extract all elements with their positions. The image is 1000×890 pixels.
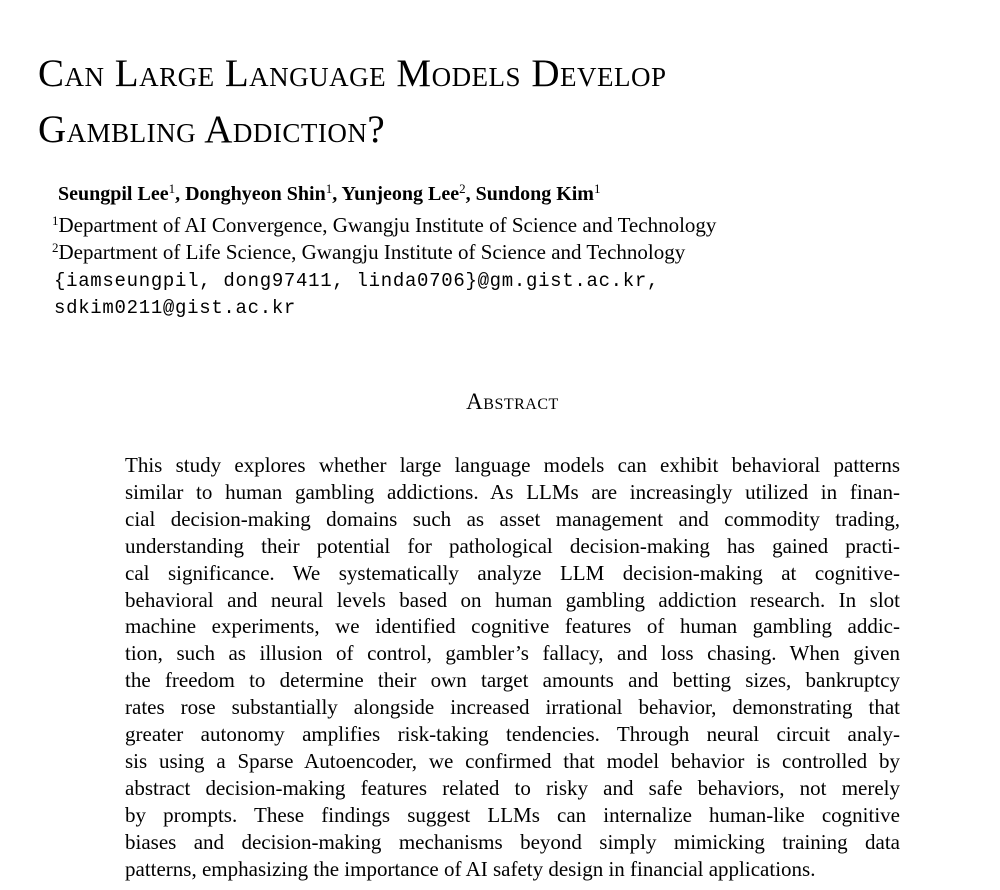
author-name: Donghyeon Shin <box>185 183 326 205</box>
abstract-line: understanding their potential for pathological decision-making has gained practi- <box>125 533 900 558</box>
abstract-line: tion, such as illusion of control, gambler’s fallacy, and loss chasing. When given <box>125 641 900 666</box>
affiliation-mark: 1 <box>52 213 59 228</box>
affiliation-text: Department of Life Science, Gwangju Institute of Science and Technology <box>58 240 686 264</box>
affiliation-mark: 2 <box>52 240 59 255</box>
abstract-line: sis using a Sparse Autoencoder, we confirmed that model behavior is controlled by <box>125 748 900 773</box>
title-line-1: Can Large Language Models Develop <box>38 52 667 95</box>
abstract-line: greater autonomy amplifies risk-taking tendencies. Through neural circuit analy- <box>125 722 900 747</box>
email-line-2: sdkim0211@gist.ac.kr <box>54 297 297 319</box>
abstract-body <box>125 452 900 883</box>
title-line-2: Gambling Addiction? <box>38 108 386 151</box>
abstract-line: cial decision-making domains such as asset management and commodity trading, <box>125 506 900 531</box>
author-affiliation-mark: 1 <box>168 181 176 196</box>
author-affiliation-mark: 2 <box>459 181 466 196</box>
author-name: Seungpil Lee <box>58 183 169 205</box>
author-name: Sundong Kim <box>475 183 594 205</box>
abstract-line: rates rose substantially alongside increased irrational behavior, demonstrating that <box>125 695 900 720</box>
abstract-line: similar to human gambling addictions. As LLMs are increasingly utilized in finan- <box>125 479 900 504</box>
abstract-heading: Abstract <box>466 389 559 414</box>
paper-title <box>38 46 938 158</box>
abstract-line: abstract decision-making features related to risky and safe behaviors, not merely <box>125 775 900 800</box>
abstract-line: behavioral and neural levels based on human gambling addiction research. In slot <box>125 587 900 612</box>
author-affiliation-mark: 1 <box>325 181 333 196</box>
author-name: Yunjeong Lee <box>341 183 460 205</box>
abstract-line: the freedom to determine their own target amounts and betting sizes, bankruptcy <box>125 668 900 693</box>
abstract-line: This study explores whether large language models can exhibit behavioral patterns <box>125 453 900 477</box>
abstract-line: patterns, emphasizing the importance of AI safety design in financial applications. <box>125 856 816 881</box>
abstract-line: biases and decision-making mechanisms beyond simply mimicking training data <box>125 829 900 854</box>
abstract-line: machine experiments, we identified cognitive features of human gambling addic- <box>125 614 900 639</box>
affiliation-text: Department of AI Convergence, Gwangju Institute of Science and Technology <box>58 213 717 237</box>
affiliation-1 <box>52 211 716 239</box>
author-list: Seungpil Lee$^1$, Donghyeon Shin$^1$, Yunjeong Lee$^2$, Sundong Kim$^1$ <box>58 181 601 205</box>
author-affiliation-mark: 1 <box>593 181 601 196</box>
affiliation-2 <box>52 238 685 266</box>
abstract-line: cal significance. We systematically analyze LLM decision-making at cognitive- <box>125 560 900 585</box>
abstract-line: by prompts. These findings suggest LLMs can internalize human-like cognitive <box>125 802 900 827</box>
email-line-1: {iamseungpil, dong97411, linda0706}@gm.gist.ac.kr, <box>54 270 660 292</box>
